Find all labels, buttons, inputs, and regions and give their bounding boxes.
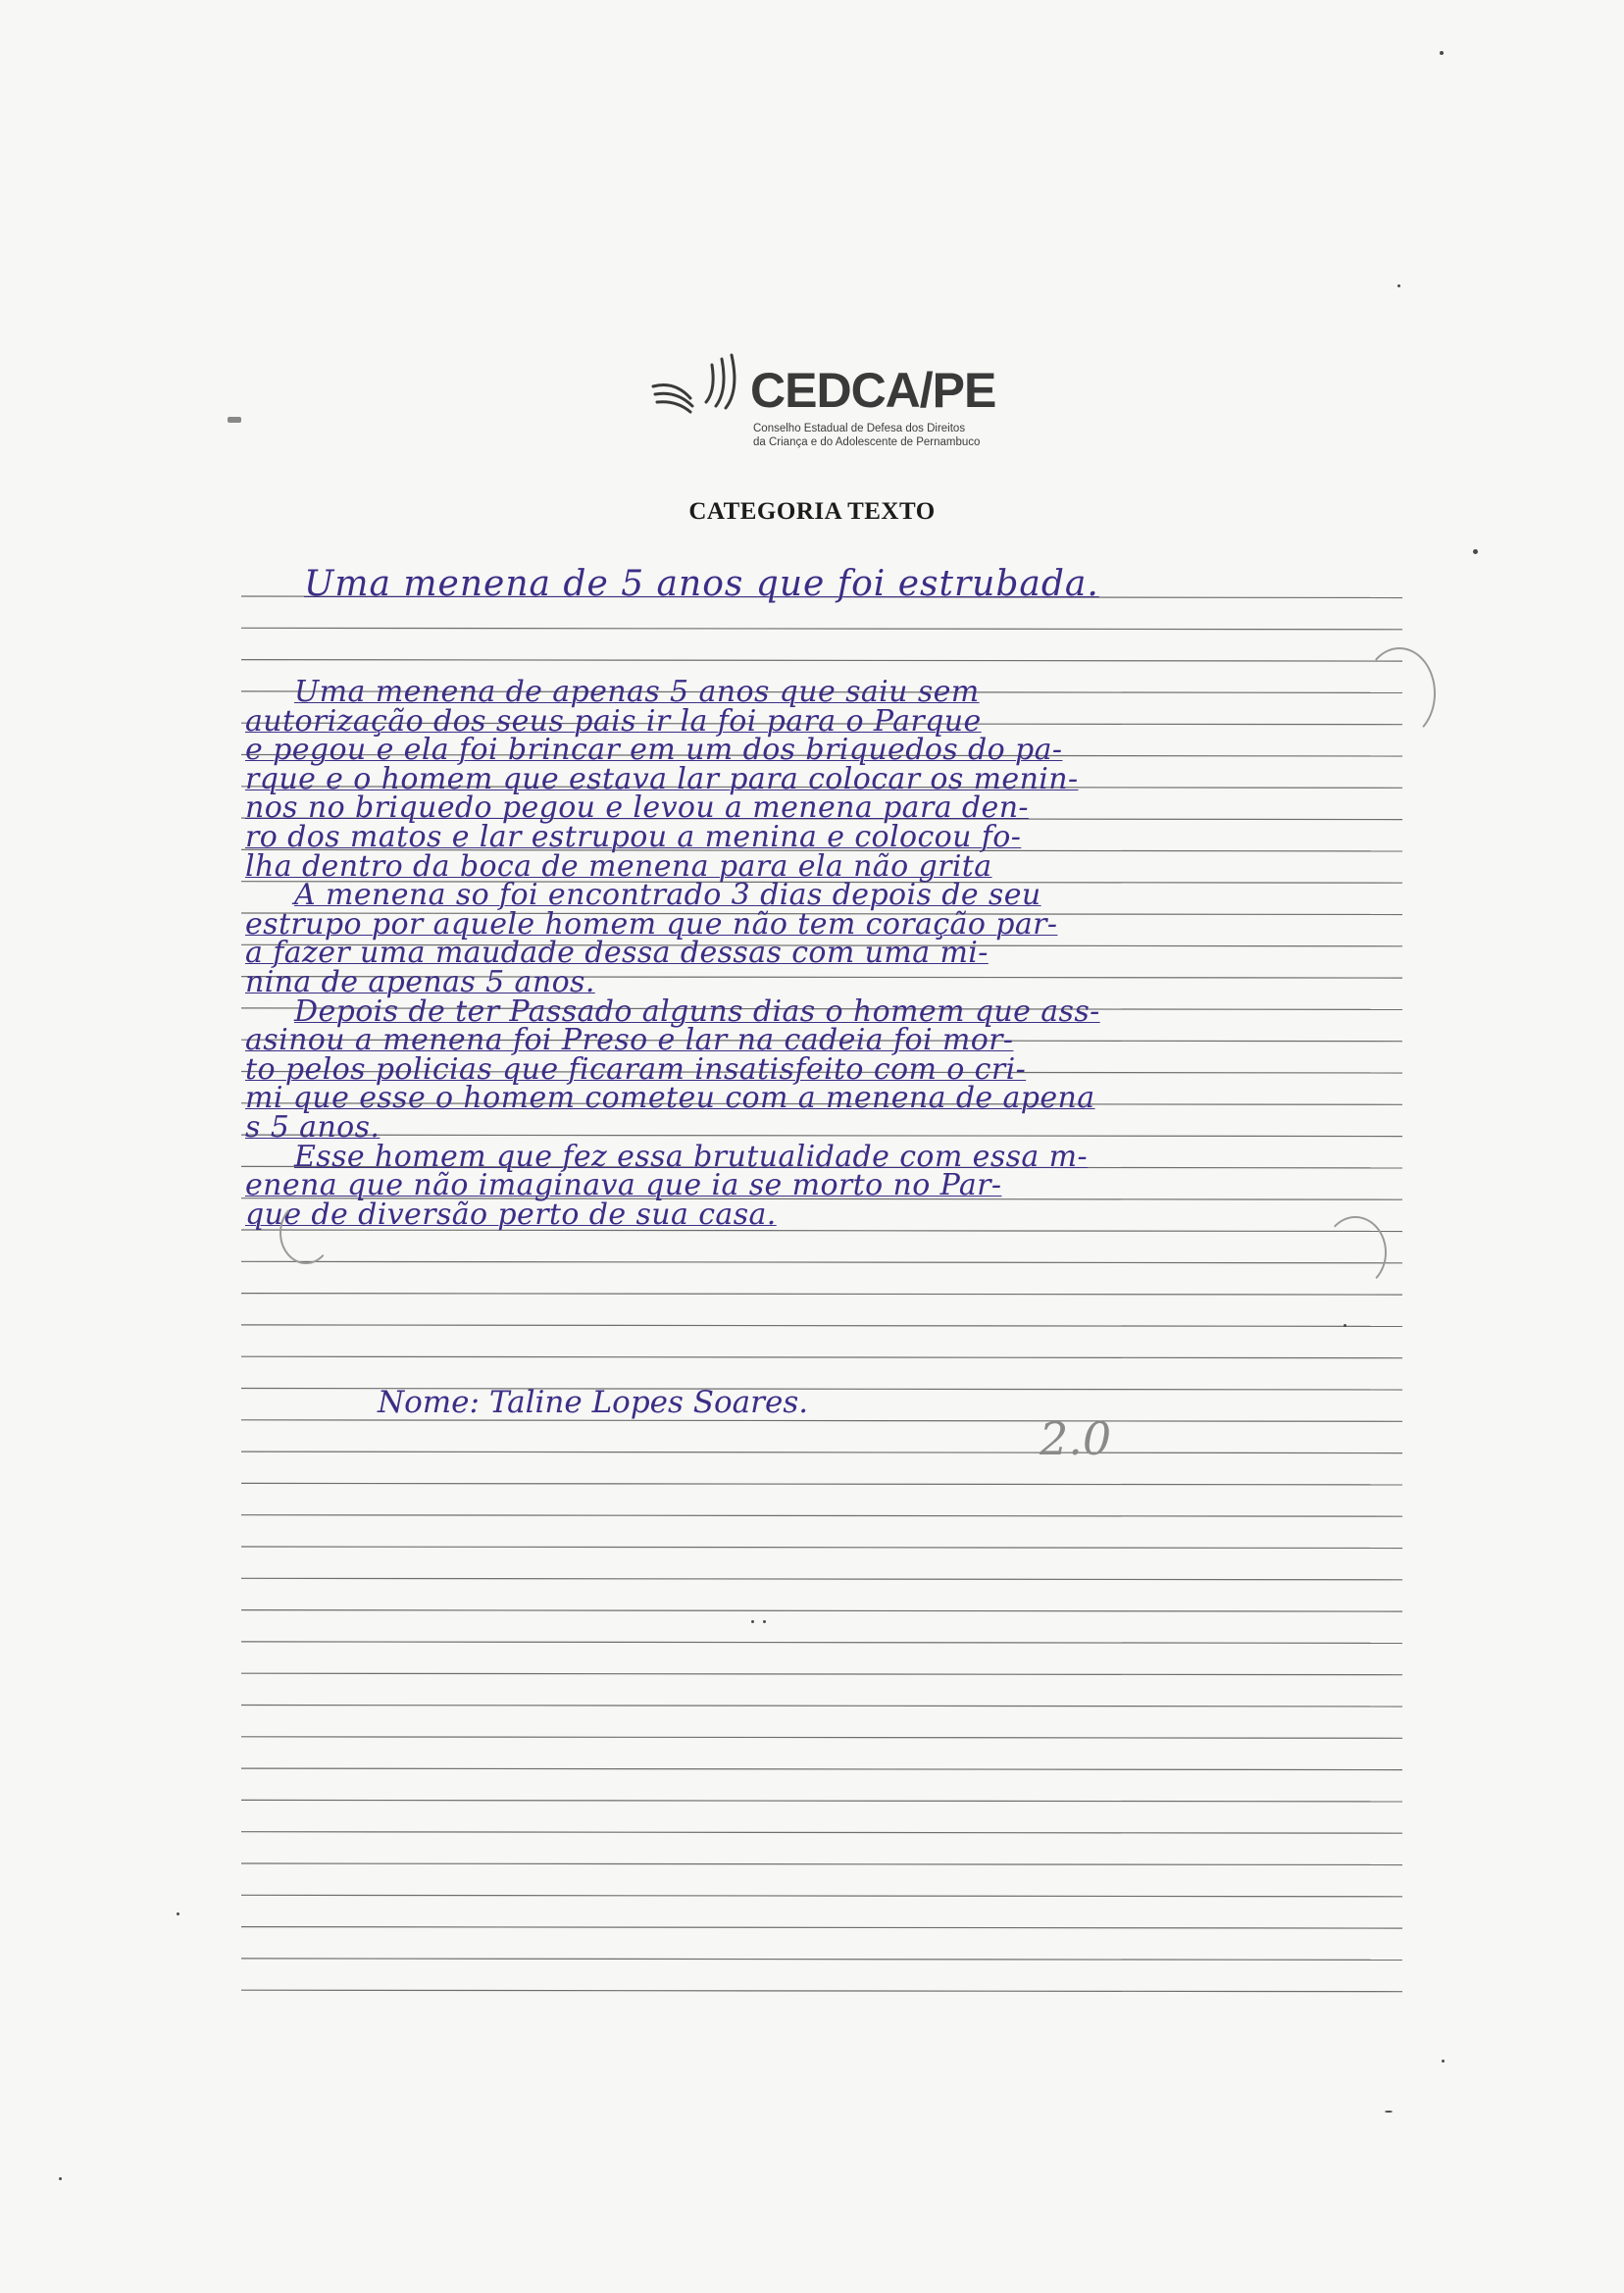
essay-title: Uma menena de 5 anos que foi estrubada. <box>304 564 1099 604</box>
ruled-line <box>241 1800 1402 1802</box>
category-heading: CATEGORIA TEXTO <box>688 498 936 525</box>
ruled-line <box>241 1515 1402 1517</box>
scan-speck <box>1385 2111 1393 2113</box>
ruled-line <box>241 1547 1402 1549</box>
ruled-line <box>241 1483 1402 1485</box>
ruled-line <box>241 1578 1402 1580</box>
ruled-line <box>241 1737 1402 1739</box>
ruled-line <box>241 1452 1402 1453</box>
ruled-line <box>241 1325 1402 1327</box>
essay-line: que de diversão perto de sua casa. <box>245 1197 777 1232</box>
org-subtitle <box>753 422 980 449</box>
essay-line: e pegou e ela foi brincar em um dos briquedos do pa- <box>245 733 1063 768</box>
pencil-margin-mark <box>1324 1216 1387 1289</box>
essay-line: Esse homem que fez essa brutualidade com essa m- <box>294 1139 1089 1174</box>
scan-speck <box>1442 2060 1445 2063</box>
org-subtitle-line2: da Criança e do Adolescente de Pernambuco <box>753 436 981 448</box>
ruled-line <box>241 1895 1402 1897</box>
essay-line: nos no briquedo pegou e levou a menena para den- <box>245 790 1029 826</box>
essay-line: s 5 anos. <box>245 1110 381 1145</box>
ruled-line <box>241 1642 1402 1644</box>
ruled-line <box>241 1863 1402 1865</box>
ruled-line <box>241 1673 1402 1675</box>
essay-line: a fazer uma maudade dessa dessas com uma mi- <box>245 936 989 971</box>
scan-speck <box>1440 51 1444 55</box>
essay-line: Depois de ter Passado alguns dias o homem que ass- <box>294 994 1100 1029</box>
scan-speck <box>763 1620 766 1623</box>
scan-speck <box>1344 1324 1346 1327</box>
pencil-margin-mark <box>1363 647 1436 739</box>
ruled-line <box>241 660 1402 662</box>
ruled-line <box>241 1135 1402 1137</box>
essay-line: asinou a menena foi Preso e lar na cadeia foi mor- <box>245 1023 1014 1058</box>
scan-speck <box>177 1912 179 1915</box>
scan-speck <box>1397 284 1400 287</box>
org-subtitle-line1: Conselho Estadual de Defesa dos Direitos <box>753 423 966 434</box>
scan-speck <box>228 417 241 423</box>
essay-line: autorização dos seus pais ir la foi para o Parque <box>245 703 982 739</box>
essay-line: Uma menena de apenas 5 anos que saiu sem <box>294 675 980 709</box>
ruled-line <box>241 1610 1402 1612</box>
essay-line: lha dentro da boca de menena para ela não grita <box>245 848 992 884</box>
ruled-line <box>241 1990 1402 1992</box>
essay-line: estrupo por aquele homem que não tem coração par- <box>245 906 1058 942</box>
essay-line: A menena so foi encontrado 3 dias depois de seu <box>294 878 1041 913</box>
essay-line: nina de apenas 5 anos. <box>245 965 595 999</box>
scan-speck <box>1473 549 1478 554</box>
scan-speck <box>59 2177 62 2180</box>
pencil-grade: 2.0 <box>1040 1412 1112 1465</box>
ruled-line <box>241 1261 1402 1263</box>
essay-line: mi que esse o homem cometeu com a menena de apena <box>245 1081 1095 1116</box>
essay-line: rque e o homem que estava lar para colocar os menin- <box>245 761 1079 796</box>
ruled-line <box>241 1356 1402 1358</box>
ruled-line <box>241 1832 1402 1834</box>
org-name: CEDCA/PE <box>750 363 996 418</box>
ruled-line <box>241 628 1402 630</box>
author-signature: Nome: Taline Lopes Soares. <box>378 1385 809 1420</box>
pencil-margin-mark <box>279 1201 332 1264</box>
sound-wave-logo-icon <box>647 351 745 430</box>
ruled-line <box>241 1706 1402 1707</box>
ruled-line <box>241 1294 1402 1296</box>
essay-line: to pelos policias que ficaram insatisfeito com o cri- <box>245 1051 1027 1087</box>
ruled-line <box>241 1768 1402 1770</box>
cedca-logo <box>647 351 1059 459</box>
essay-line: ro dos matos e lar estrupou a menina e colocou fo- <box>245 820 1022 854</box>
ruled-line <box>241 1959 1402 1961</box>
scan-speck <box>751 1620 754 1623</box>
ruled-line <box>241 1420 1402 1422</box>
ruled-line <box>241 1927 1402 1929</box>
essay-line: enena que não imaginava que ia se morto no Par- <box>245 1168 1002 1203</box>
